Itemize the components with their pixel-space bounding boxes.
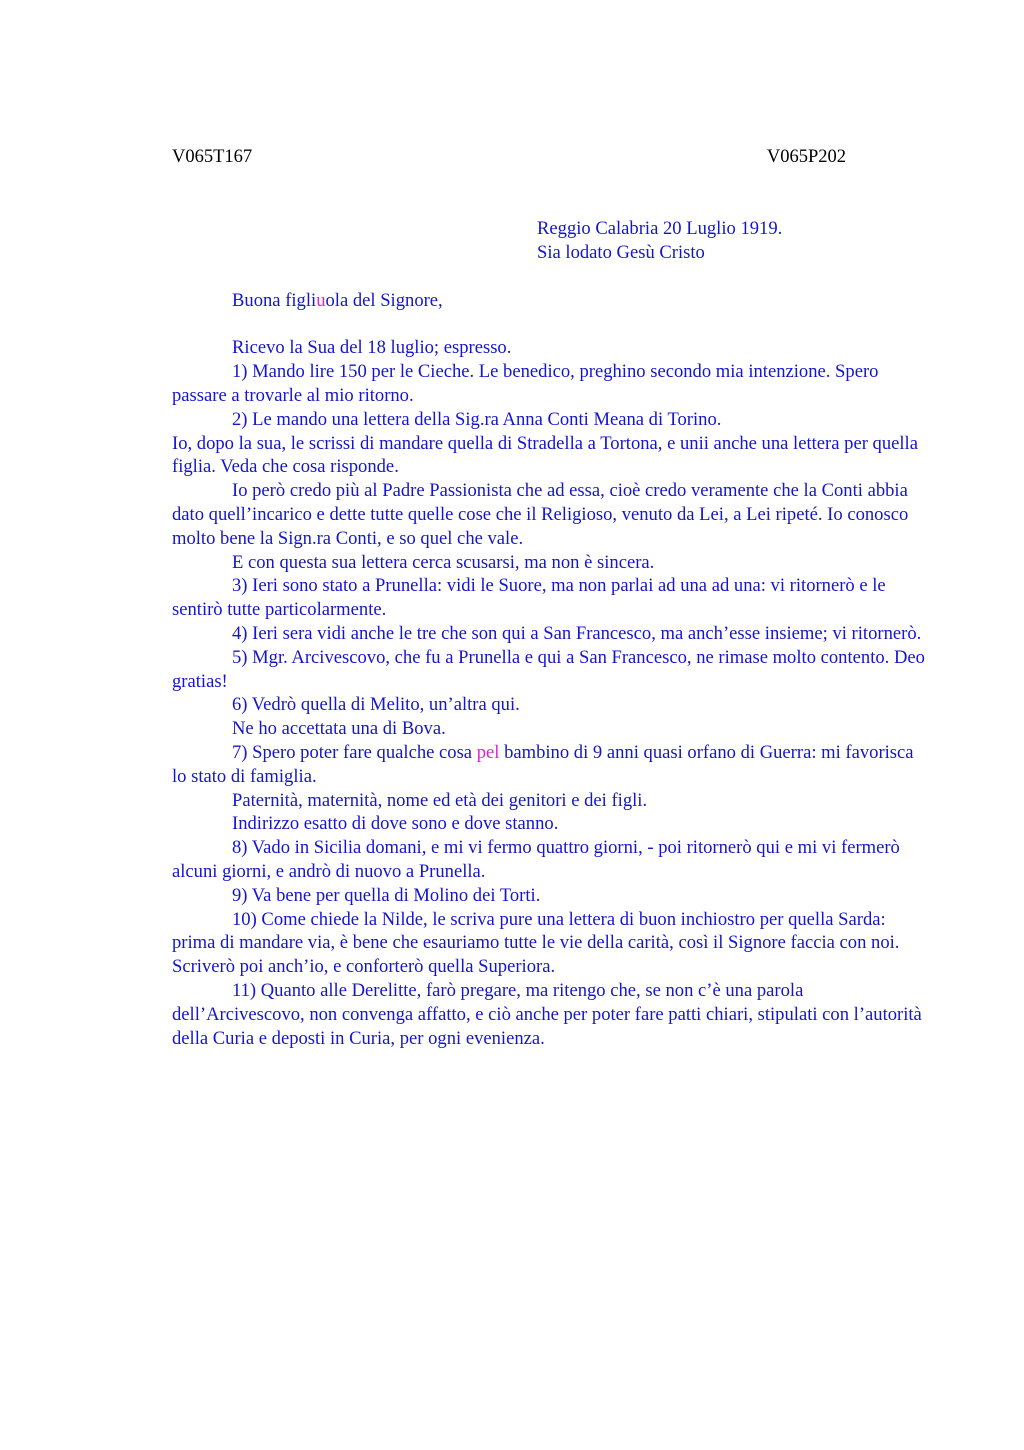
paragraph: 5) Mgr. Arcivescovo, che fu a Prunella e qui a San Francesco, ne rimase molto contento. Deo gratias!: [172, 646, 925, 692]
greeting: [172, 289, 932, 313]
letter-heading: [537, 217, 932, 265]
paragraph: 10) Come chiede la Nilde, le scriva pure una lettera di buon inchiostro per quella Sarda: prima di mandare via, è bene che esauriamo tutte le vie della carità, così il Signore faccia con noi. Scriverò poi anch’io, e conforterò quella Superiora.: [172, 908, 900, 978]
greeting-end: ola del Signore,: [325, 289, 443, 311]
para7-start: 7) Spero poter fare qualche cosa: [232, 741, 477, 763]
paragraph: 4) Ieri sera vidi anche le tre che son qui a San Francesco, ma anch’esse insieme; vi ritornerò.: [232, 622, 922, 644]
paragraph: 3) Ieri sono stato a Prunella: vidi le Suore, ma non parlai ad una ad una: vi ritornerò e le sentirò tutte particolarmente.: [172, 575, 886, 621]
invocation: Sia lodato Gesù Cristo: [537, 241, 705, 263]
paragraph: Ricevo la Sua del 18 luglio; espresso.: [232, 337, 512, 359]
code-right: V065P202: [766, 147, 846, 167]
letter-body: [172, 217, 932, 1050]
paragraph: Io però credo più al Padre Passionista che ad essa, cioè credo veramente che la Conti abbia dato quell’incarico e dette tutte quelle cose che il Religioso, venuto da Lei, a Lei ripeté. Io conosco molto bene la Sign.ra Conti, e so quel che vale.: [172, 480, 909, 549]
document-codes: [172, 147, 846, 171]
greeting-start: Buona figli: [232, 289, 317, 311]
paragraph: 6) Vedrò quella di Melito, un’altra qui.: [232, 694, 520, 716]
paragraph: Ne ho accettata una di Bova.: [232, 718, 446, 740]
paragraph: 2) Le mando una lettera della Sig.ra Anna Conti Meana di Torino.: [232, 408, 722, 430]
paragraph: E con questa sua lettera cerca scusarsi, ma non è sincera.: [232, 551, 655, 573]
letter-paragraphs: [172, 336, 932, 1050]
place-date: Reggio Calabria 20 Luglio 1919.: [537, 218, 783, 239]
paragraph: Paternità, maternità, nome ed età dei genitori e dei figli.: [232, 789, 648, 811]
code-left: V065T167: [172, 147, 253, 167]
paragraph: 1) Mando lire 150 per le Cieche. Le benedico, preghino secondo mia intenzione. Spero passare a trovarle al mio ritorno.: [172, 361, 879, 406]
paragraph: 11) Quanto alle Derelitte, farò pregare, ma ritengo che, se non c’è una parola dell’Arcivescovo, non convenga affatto, e ciò anche per poter fare patti chiari, stipulati con l’autorità della Curia e deposti in Curia, per ogni evenienza.: [172, 979, 922, 1049]
greeting-highlight: u: [316, 289, 326, 311]
paragraph: 8) Vado in Sicilia domani, e mi vi fermo quattro giorni, - poi ritornerò qui e mi vi fermerò alcuni giorni, e andrò di nuovo a Prunella.: [172, 837, 900, 882]
para7-highlight: pel: [476, 741, 500, 763]
paragraph: Indirizzo esatto di dove sono e dove stanno.: [232, 813, 559, 835]
paragraph: Io, dopo la sua, le scrissi di mandare quella di Stradella a Tortona, e unii anche una lettera per quella figlia. Veda che cosa risponde.: [172, 432, 918, 478]
paragraph: 9) Va bene per quella di Molino dei Torti.: [232, 884, 541, 906]
paragraph-7: [172, 741, 932, 789]
para7-end: bambino di 9 anni quasi orfano di Guerra: mi favorisca lo stato di famiglia.: [172, 741, 914, 787]
